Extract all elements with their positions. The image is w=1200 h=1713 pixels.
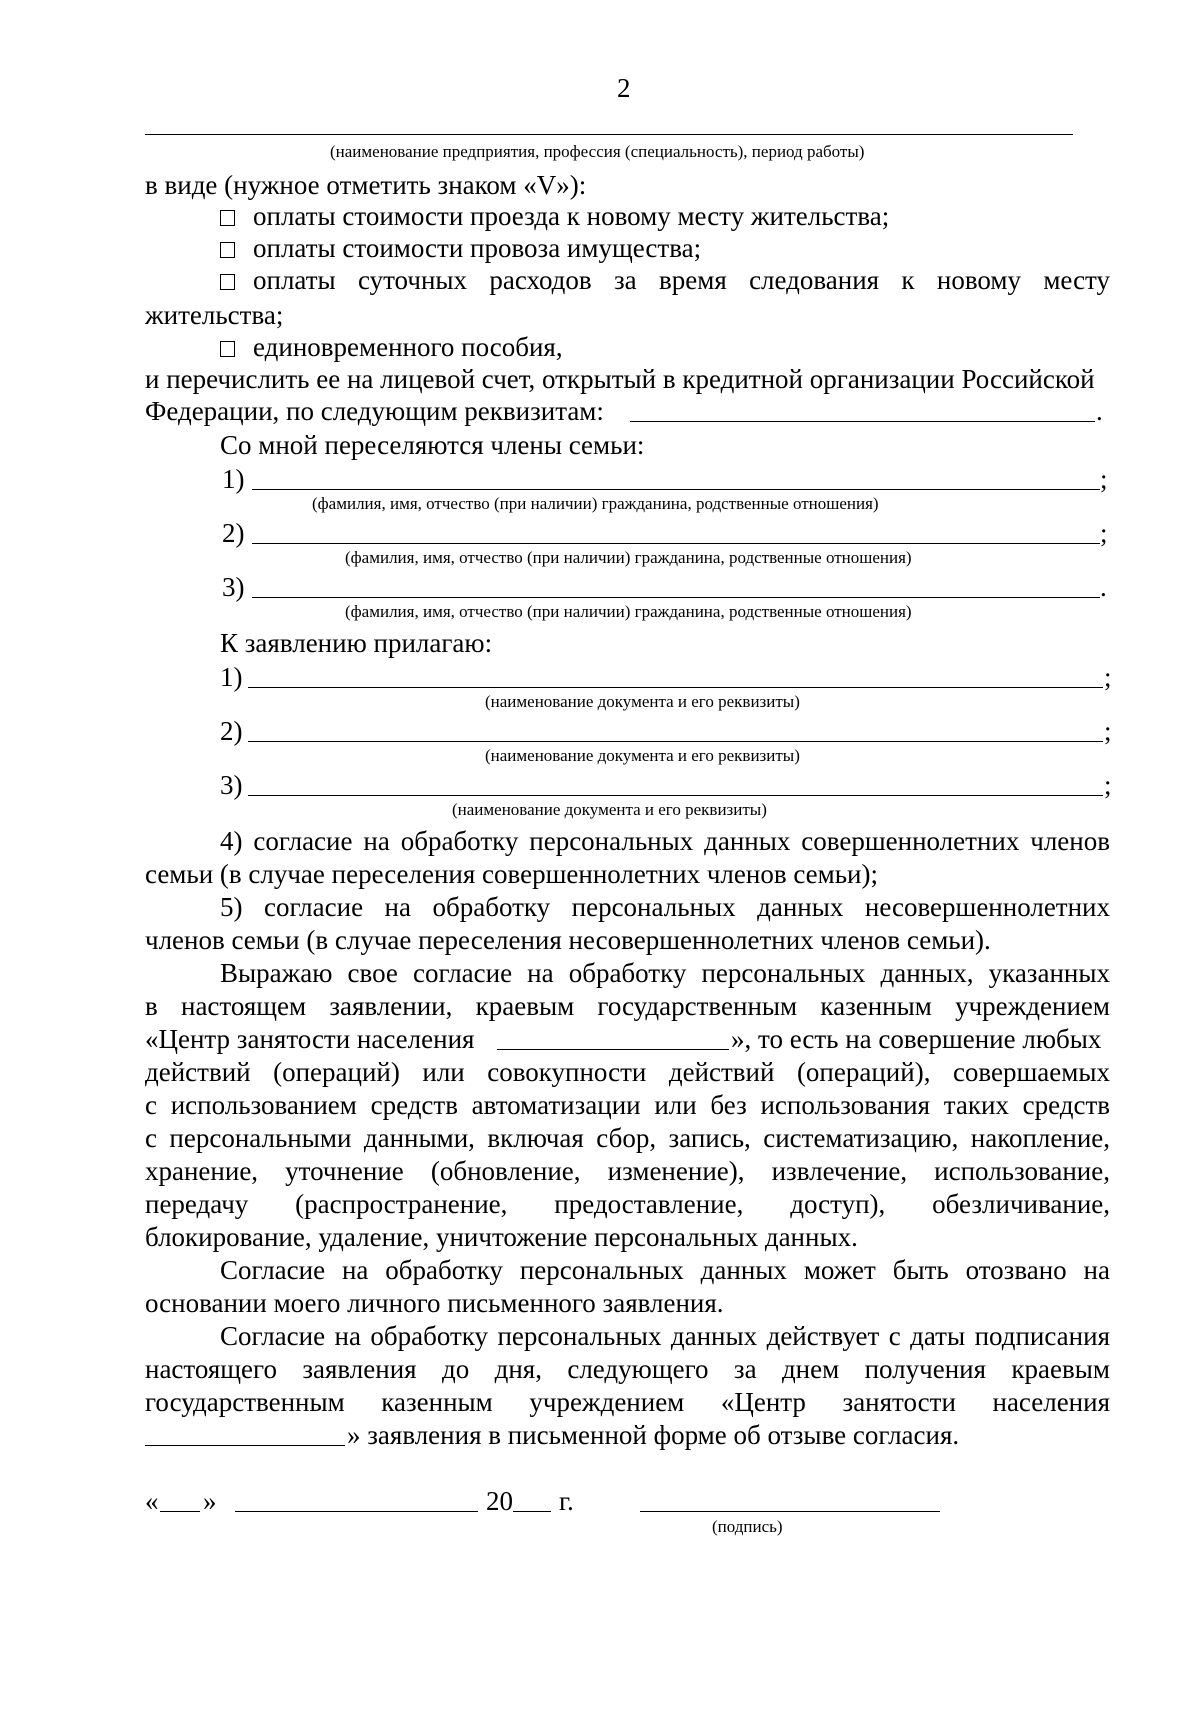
consent-line-7: хранение, уточнение (обновление, изменение), извлечение, использование, — [145, 1156, 1110, 1186]
option-lump-sum — [220, 334, 563, 361]
checkbox[interactable] — [220, 210, 235, 226]
in-form-label: в виде (нужное отметить знаком «V»): — [145, 170, 587, 200]
attachment-1-field[interactable] — [248, 687, 1103, 688]
revocation-line-2: основании моего личного письменного заявления. — [145, 1288, 724, 1318]
attachment-2-field[interactable] — [248, 741, 1103, 742]
family-1-field[interactable] — [252, 489, 1100, 490]
option-lump-sum-label: единовременного пособия, — [253, 332, 563, 362]
bank-details-field[interactable] — [630, 421, 1095, 422]
transfer-line-1: и перечислить ее на лицевой счет, открытый в кредитной организации Российской — [145, 364, 1095, 394]
attachments-heading: К заявлению прилагаю: — [220, 628, 493, 658]
date-year-prefix: 20 — [486, 1486, 513, 1516]
attachment-2-caption: (наименование документа и его реквизиты) — [485, 746, 800, 765]
consent-line-1: Выражаю свое согласие на обработку персональных данных, указанных — [220, 958, 1110, 988]
employment-field[interactable] — [145, 134, 1073, 135]
attachment-4-line-2: семьи (в случае переселения совершеннолетних членов семьи); — [145, 859, 878, 889]
attachment-3-num: 3) — [220, 770, 243, 800]
checkbox[interactable] — [220, 341, 235, 357]
family-2-field[interactable] — [252, 543, 1100, 544]
consent-line-9: блокирование, удаление, уничтожение персональных данных. — [145, 1222, 858, 1252]
option-daily-label: оплаты суточных расходов за время следования к новому месту — [253, 265, 1110, 295]
family-1-end: ; — [1100, 464, 1108, 494]
option-property-label: оплаты стоимости провоза имущества; — [253, 233, 702, 263]
attachment-1-num: 1) — [220, 662, 243, 692]
employment-caption: (наименование предприятия, профессия (специальность), период работы) — [330, 142, 865, 161]
page-number: 2 — [617, 73, 631, 103]
date-year-suffix: г. — [559, 1486, 574, 1516]
family-3-caption: (фамилия, имя, отчество (при наличии) гражданина, родственные отношения) — [345, 602, 912, 621]
date-day-field[interactable] — [160, 1511, 200, 1512]
checkbox[interactable] — [220, 242, 235, 258]
family-2-num: 2) — [222, 518, 245, 548]
attachment-5-line-1: 5) согласие на обработку персональных данных несовершеннолетних — [220, 892, 1110, 922]
validity-line-2: настоящего заявления до дня, следующего за днем получения краевым — [145, 1354, 1110, 1384]
validity-line-4: » заявления в письменной форме об отзыве согласия. — [347, 1420, 960, 1450]
consent-line-3b: », то есть на совершение любых — [731, 1024, 1102, 1054]
attachment-3-end: ; — [1104, 770, 1112, 800]
option-travel — [220, 203, 889, 230]
family-2-end: ; — [1100, 518, 1108, 548]
attachment-1-end: ; — [1104, 662, 1112, 692]
consent-line-2: в настоящем заявлении, краевым государственным казенным учреждением — [145, 991, 1110, 1021]
signature-caption: (подпись) — [712, 1517, 783, 1536]
validity-center-field[interactable] — [145, 1445, 345, 1446]
transfer-line-2: Федерации, по следующим реквизитам: — [145, 396, 604, 426]
option-daily — [220, 267, 1110, 294]
option-daily-continuation: жительства; — [145, 300, 284, 330]
family-3-end: . — [1100, 572, 1107, 602]
family-2-caption: (фамилия, имя, отчество (при наличии) гражданина, родственные отношения) — [345, 548, 912, 567]
consent-line-6: с персональными данными, включая сбор, запись, систематизацию, накопление, — [145, 1123, 1110, 1153]
employment-center-field[interactable] — [497, 1049, 729, 1050]
date-close-quote: » — [203, 1486, 217, 1516]
family-3-field[interactable] — [252, 597, 1100, 598]
consent-line-8: передачу (распространение, предоставление, доступ), обезличивание, — [145, 1189, 1110, 1219]
signature-field[interactable] — [640, 1511, 940, 1512]
family-heading: Со мной переселяются члены семьи: — [220, 430, 645, 460]
date-open-quote: « — [145, 1486, 159, 1516]
attachment-3-caption: (наименование документа и его реквизиты) — [452, 800, 767, 819]
attachment-2-end: ; — [1104, 716, 1112, 746]
attachment-2-num: 2) — [220, 716, 243, 746]
attachment-4-line-1: 4) согласие на обработку персональных данных совершеннолетних членов — [220, 826, 1110, 856]
attachment-3-field[interactable] — [248, 795, 1103, 796]
validity-line-1: Согласие на обработку персональных данных действует с даты подписания — [220, 1321, 1110, 1351]
checkbox[interactable] — [220, 274, 235, 290]
consent-line-5: с использованием средств автоматизации или без использования таких средств — [145, 1090, 1110, 1120]
date-month-field[interactable] — [235, 1511, 478, 1512]
family-1-num: 1) — [222, 464, 245, 494]
validity-line-3: государственным казенным учреждением «Центр занятости населения — [145, 1387, 1110, 1417]
date-year-field[interactable] — [513, 1511, 551, 1512]
revocation-line-1: Согласие на обработку персональных данных может быть отозвано на — [220, 1255, 1110, 1285]
family-3-num: 3) — [222, 572, 245, 602]
period-mark: . — [1096, 396, 1103, 426]
option-property — [220, 235, 701, 262]
attachment-5-line-2: членов семьи (в случае переселения несовершеннолетних членов семьи). — [145, 925, 991, 955]
option-travel-label: оплаты стоимости проезда к новому месту жительства; — [253, 201, 890, 231]
consent-line-3a: «Центр занятости населения — [145, 1024, 475, 1054]
family-1-caption: (фамилия, имя, отчество (при наличии) гражданина, родственные отношения) — [312, 494, 879, 513]
consent-line-4: действий (операций) или совокупности действий (операций), совершаемых — [145, 1057, 1110, 1087]
attachment-1-caption: (наименование документа и его реквизиты) — [485, 692, 800, 711]
